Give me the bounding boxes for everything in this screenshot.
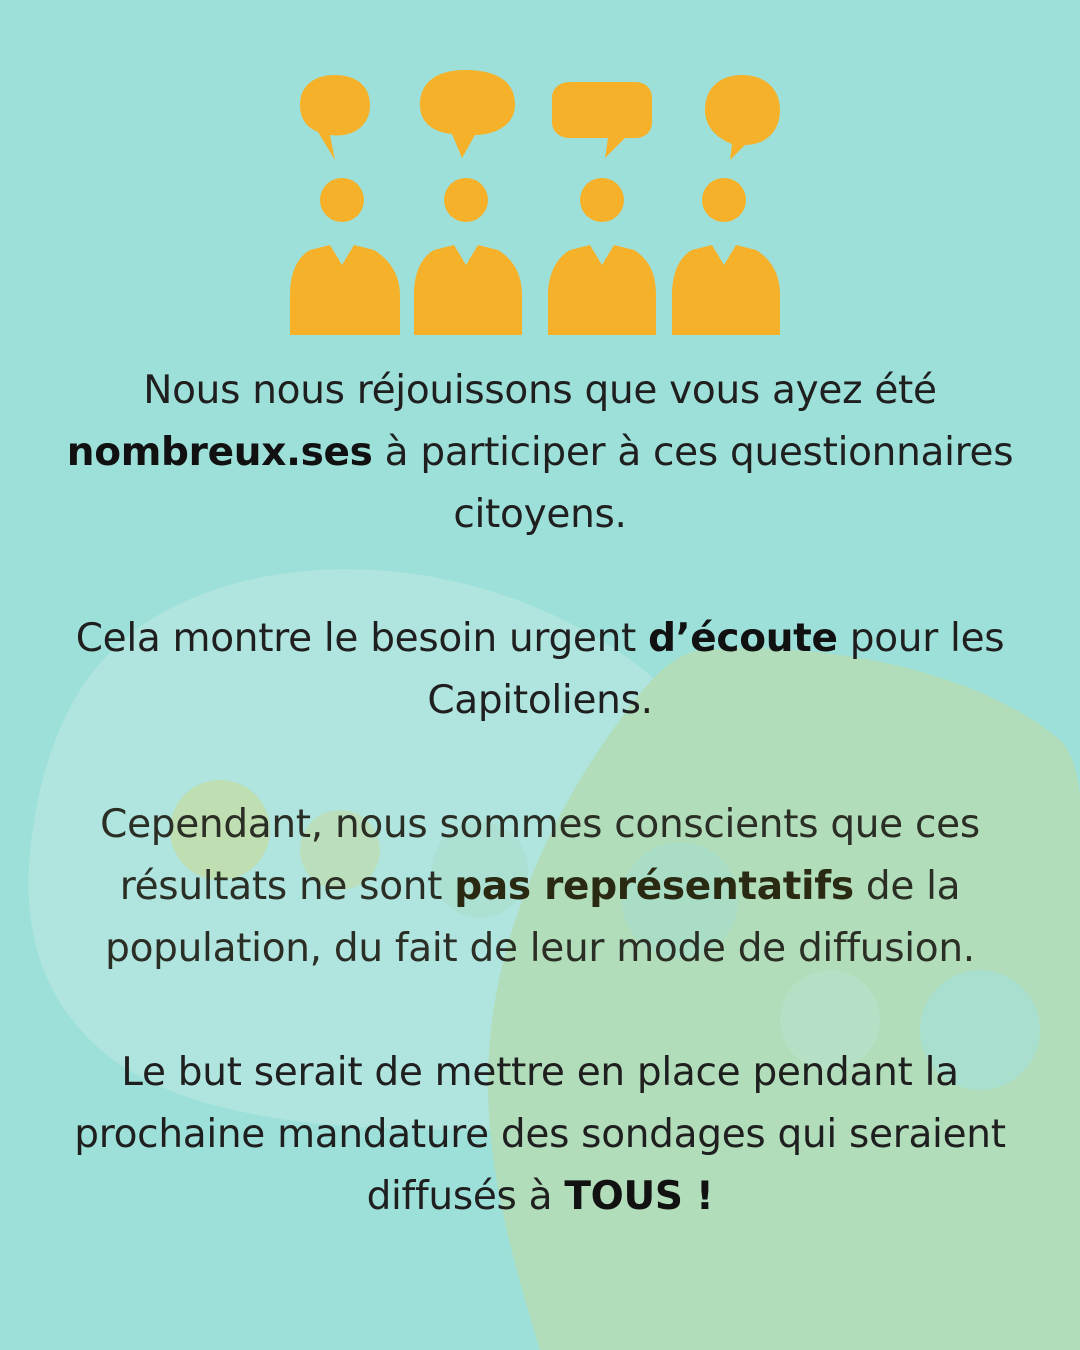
people-speech-bubbles-icon [290, 60, 790, 340]
text-segment-bold: pas représentatifs [454, 864, 854, 909]
text-segment: de la population, du fait de leur mode de diffusion. [105, 864, 975, 971]
paragraph-representativeness [60, 794, 1020, 980]
person-3-icon [548, 82, 656, 335]
text-segment: Cependant, nous sommes conscients que ces résultats ne sont [100, 802, 980, 909]
text-segment: Nous nous réjouissons que vous ayez été [143, 368, 937, 413]
text-segment: pour les Capitoliens. [427, 616, 1005, 723]
person-2-icon [414, 70, 522, 335]
text-segment-bold: d’écoute [648, 616, 838, 661]
message-text [60, 360, 1020, 1228]
person-1-icon [290, 75, 400, 335]
paragraph-participation [60, 360, 1020, 546]
person-4-icon [672, 75, 780, 335]
text-segment-bold: nombreux.ses [66, 430, 373, 475]
text-segment: à participer à ces questionnaires citoyens. [372, 430, 1014, 537]
text-segment: Le but serait de mettre en place pendant la prochaine mandature des sondages qui seraient diffusés à [74, 1050, 1006, 1219]
text-segment-bold: TOUS ! [564, 1174, 714, 1219]
paragraph-goal [60, 1042, 1020, 1228]
text-segment: Cela montre le besoin urgent [75, 616, 649, 661]
paragraph-listening [60, 608, 1020, 732]
